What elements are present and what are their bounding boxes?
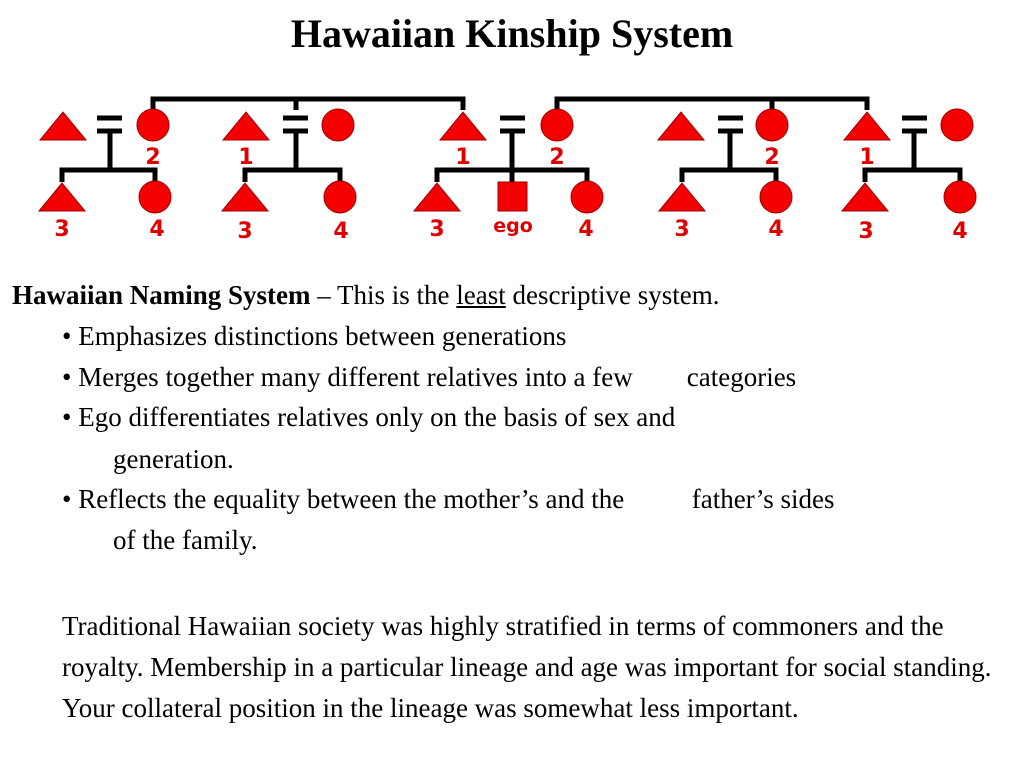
kin-label: 2 [764, 145, 780, 170]
kin-label: 3 [674, 217, 690, 242]
male-triangle-icon [222, 183, 268, 211]
kin-label: 3 [54, 217, 70, 242]
male-triangle-icon [659, 183, 705, 211]
intro-rest-text: descriptive system. [505, 280, 720, 310]
marriage-sign [500, 118, 525, 131]
right-sibling-bar [557, 99, 867, 110]
female-circle-icon [760, 181, 792, 213]
female-circle-icon [324, 181, 356, 213]
kin-label: 3 [237, 219, 253, 244]
left-sibling-bar [153, 99, 463, 110]
ego-square-icon [498, 182, 527, 211]
section-heading: Hawaiian Naming System [12, 280, 311, 310]
bullet-4-continuation: of the family. [113, 525, 258, 555]
bullet-2: • Merges together many different relatives into a few categories [62, 362, 797, 392]
kin-label: 4 [768, 217, 784, 242]
emphasis-least: least [456, 280, 506, 310]
female-circle-icon [571, 181, 603, 213]
female-circle-icon [139, 181, 171, 213]
female-circle-icon [541, 109, 573, 141]
marriage-sign [902, 118, 927, 131]
male-triangle-icon [414, 183, 460, 211]
kin-label: 4 [952, 219, 968, 244]
kin-label: 1 [238, 145, 254, 170]
kin-label: 4 [149, 217, 165, 242]
kin-label: 1 [455, 145, 471, 170]
bullet-3-continuation: generation. [113, 444, 234, 474]
bullet-1: • Emphasizes distinctions between generations [62, 321, 567, 351]
bullet-3: • Ego differentiates relatives only on the basis of sex and [62, 402, 676, 432]
marriage-sign [97, 118, 122, 131]
intro-dash-text: – This is the [310, 280, 457, 310]
kin-label: 4 [578, 217, 594, 242]
marriage-sign [283, 118, 308, 131]
female-circle-icon [322, 109, 354, 141]
male-triangle-icon [658, 112, 704, 140]
female-circle-icon [941, 109, 973, 141]
kin-label: 2 [549, 145, 565, 170]
marriage-sign [718, 118, 743, 131]
male-triangle-icon [844, 112, 890, 140]
male-triangle-icon [39, 183, 85, 211]
kin-label: 3 [858, 219, 874, 244]
ego-label: ego [493, 215, 533, 237]
closing-paragraph: Traditional Hawaiian society was highly stratified in terms of commoners and the royalty. Membership in a particular lineage and age was important for social standing. Your collateral position in the lineage was somewhat less important. [62, 611, 992, 723]
kin-label: 2 [145, 145, 161, 170]
male-triangle-icon [40, 112, 86, 140]
page-title: Hawaiian Kinship System [290, 11, 734, 56]
intro-line [12, 280, 720, 310]
female-circle-icon [756, 109, 788, 141]
male-triangle-icon [223, 112, 269, 140]
female-circle-icon [137, 109, 169, 141]
kin-label: 3 [429, 217, 445, 242]
female-circle-icon [944, 181, 976, 213]
male-triangle-icon [440, 112, 486, 140]
bullet-4: • Reflects the equality between the mother’s and the father’s sides [62, 484, 835, 514]
male-triangle-icon [842, 183, 888, 211]
kinship-diagram [0, 90, 1024, 250]
kin-label: 4 [333, 219, 349, 244]
kin-label: 1 [859, 145, 875, 170]
